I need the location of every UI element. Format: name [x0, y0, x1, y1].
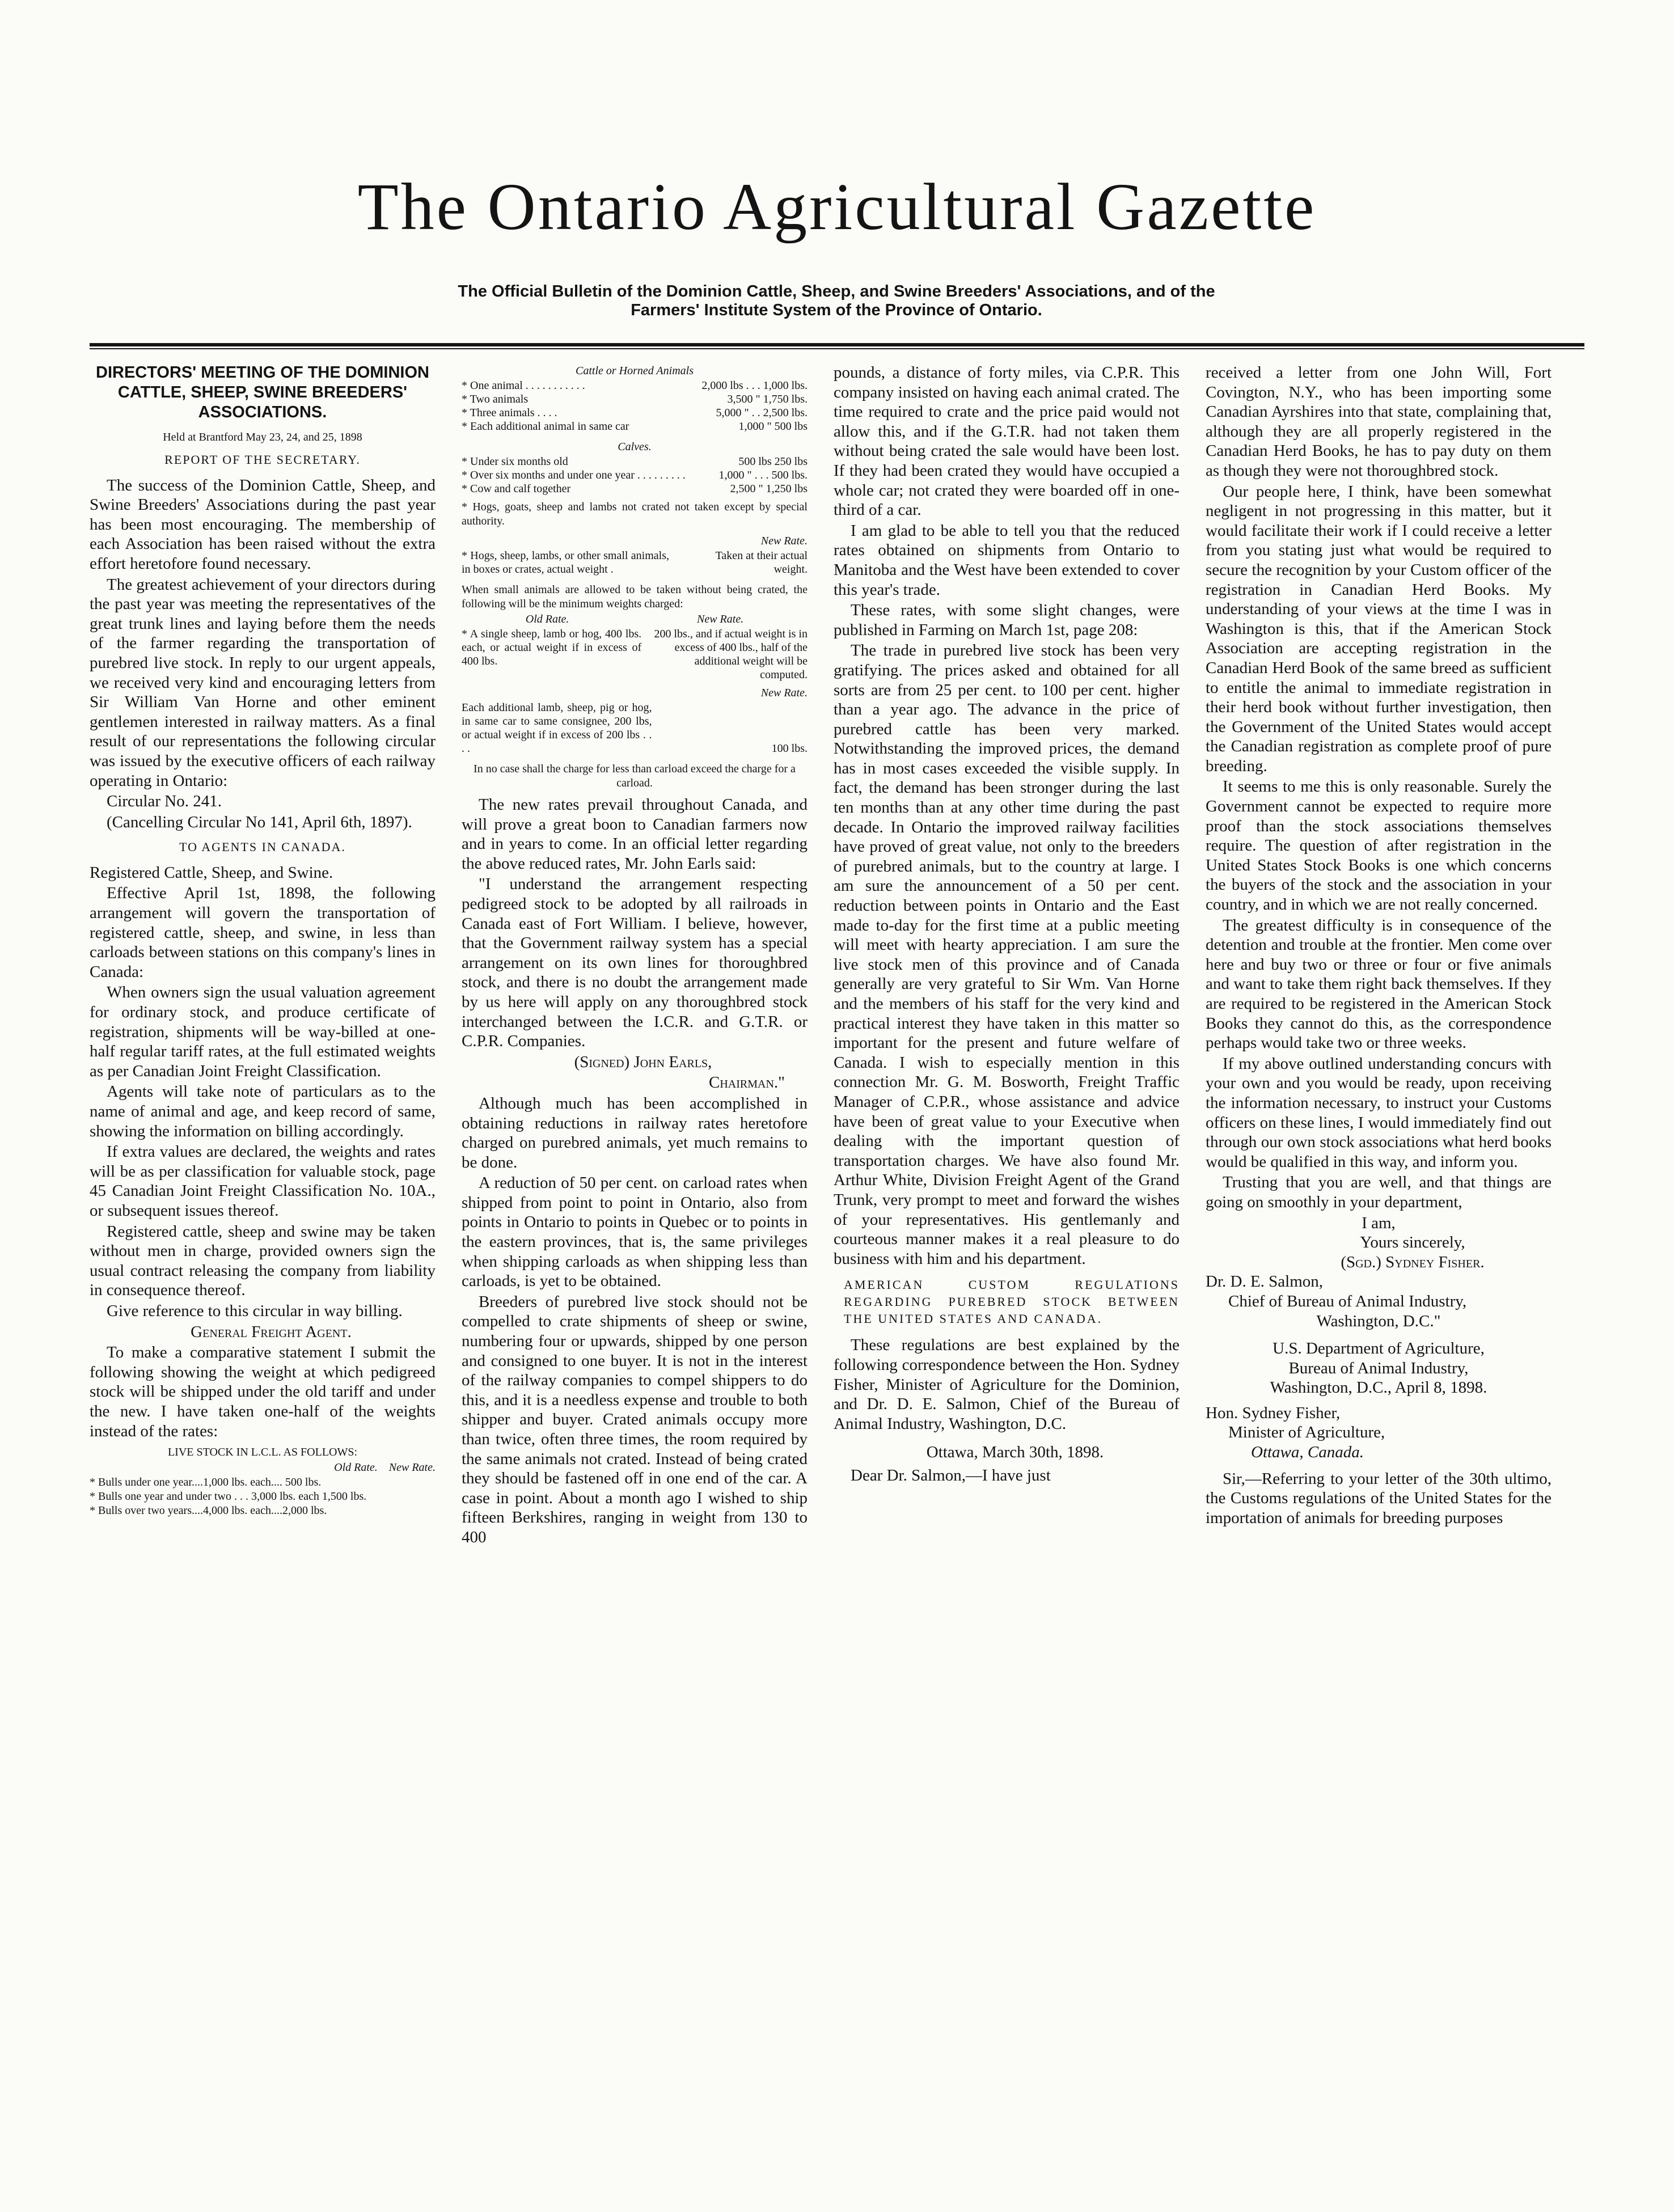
- table-row: [462, 379, 808, 392]
- row-value: 2,000 lbs . . . 1,000 lbs.: [701, 379, 808, 392]
- column-1: [90, 363, 436, 2177]
- paragraph: Our people here, I think, have been somewhat negligent in not progressing in this matter, but it would facilitate their work if I could receive a letter from you stating just what would be required to secure the recognition by your Custom officer of the registration in Canadian Herd Books. My understanding of your views at the time I was in Washington is this, that if the American Stock Association are accepting registration in the Canadian Herd Book of the same breed as sufficient to entitle the animal to immediate registration in their herd book without further investigation, then the Government of the United States would accept the Canadian registration as complete proof of pure breeding.: [1206, 482, 1552, 775]
- row-label: * Under six months old: [462, 455, 568, 468]
- row-value: 1,000 " . . . 500 lbs.: [718, 469, 808, 481]
- masthead-subtitle: [318, 282, 1355, 320]
- to-agents-heading: TO AGENTS IN CANADA.: [179, 840, 346, 855]
- report-subheading: REPORT OF THE SECRETARY.: [164, 452, 361, 467]
- recipient-line: Hon. Sydney Fisher,: [1206, 1403, 1341, 1422]
- row-label: * Hogs, sheep, lambs, or other small animals, in boxes or crates, actual weight .: [462, 549, 669, 576]
- quoted-letter: "I understand the arrangement respecting pedigreed stock to be adopted by all railroads in Canada east of Fort William. I believe, however, that the Government railway system has a special arrangement on its own lines for thoroughbred stock, and there is no doubt the arrangement made by us here will apply on any thoroughbred stock interchanged between the I.C.R. and G.T.R. or C.P.R. Companies.: [462, 875, 808, 1051]
- paragraph: If my above outlined understanding concurs with your own and you would be ready, upon receiving the information necessary, to instruct your Customs officers on these lines, I would immediately find out through our own stock associations what herd books would be qualified in this way, and inform you.: [1206, 1054, 1552, 1171]
- row-value: 3,500 " 1,750 lbs.: [727, 393, 808, 405]
- paragraph: The greatest difficulty is in consequence of the detention and trouble at the frontier. Men come over here and buy two or three or four or five animals and want to take them right back themselves. If they are required to be registered in the American Stock Books they cannot do this, as the correspondence perhaps would take two or three weeks.: [1206, 916, 1552, 1052]
- paragraph: When owners sign the usual valuation agreement for ordinary stock, and produce certificate of registration, shipments will be way-billed at one-half regular tariff rates, at the full estimated weights as per Canadian Joint Freight Classification.: [90, 983, 436, 1080]
- table-row: * Bulls under one year....1,000 lbs. each.... 500 lbs.: [90, 1476, 322, 1489]
- table-row: [462, 627, 808, 682]
- column-4: [1206, 363, 1552, 2177]
- sender-line: Washington, D.C., April 8, 1898.: [1270, 1378, 1487, 1397]
- table-row: [462, 549, 808, 576]
- paragraph: I am glad to be able to tell you that the reduced rates obtained on shipments from Ontario to Manitoba and the West have been extended to cover this year's trade.: [834, 521, 1180, 599]
- calves-table-heading: Calves.: [618, 441, 652, 453]
- registered-line: Registered Cattle, Sheep, and Swine.: [90, 863, 333, 882]
- signature: (Sgd.) Sydney Fisher.: [1341, 1253, 1485, 1271]
- paragraph: If extra values are declared, the weights and rates will be as per classification for valuable stock, page 45 Canadian Joint Freight Classification No. 10A., or subsequent issues thereof.: [90, 1143, 436, 1220]
- dateline: Ottawa, March 30th, 1898.: [926, 1443, 1104, 1462]
- row-value: 100 lbs.: [771, 742, 808, 755]
- new-rate-label: New Rate.: [760, 687, 808, 699]
- live-stock-table-columns: [90, 1460, 436, 1475]
- paragraph: Although much has been accomplished in obtaining reductions in railway rates heretofore charged on purebred animals, yet much remains to be done.: [462, 1094, 808, 1171]
- row-value: Taken at their actual weight.: [715, 549, 808, 576]
- paragraph: Give reference to this circular in way billing.: [107, 1301, 403, 1320]
- old-rate-column: Old Rate.: [334, 1461, 378, 1474]
- paragraph: A reduction of 50 per cent. on carload rates when shipped from point to point in Ontario, also from points in Ontario to points in Quebec or to points in the eastern provinces, that is, the same privileges when shipping carloads as when shipping less than carloads, is yet to be obtained.: [462, 1174, 808, 1291]
- row-value: 500 lbs 250 lbs: [738, 455, 808, 468]
- row-value: 1,000 " 500 lbs: [738, 420, 808, 433]
- when-small-note: When small animals are allowed to be taken without being crated, the following will be the minimum weights charged:: [462, 583, 808, 610]
- row-label: * Three animals . . . .: [462, 407, 557, 419]
- rate-columns: [462, 611, 808, 627]
- column-3: [834, 363, 1180, 2177]
- signature-gfa: General Freight Agent.: [191, 1322, 352, 1341]
- sender-line: Bureau of Animal Industry,: [1288, 1359, 1469, 1377]
- row-label: * A single sheep, lamb or hog, 400 lbs. each, or actual weight if in excess of 400 lbs.: [462, 628, 642, 667]
- paragraph: pounds, a distance of forty miles, via C.P.R. This company insisted on having each animal crated. The time required to crate and the price paid would not allow this, and if the G.T.R. had not taken them without being crated the sale would have been lost. If they had been crated they would have occupied a whole car; not crated they were boarded off in one-third of a car.: [834, 363, 1180, 519]
- table-row: [462, 468, 808, 482]
- recipient-line: Minister of Agriculture,: [1228, 1423, 1385, 1442]
- no-case-note: In no case shall the charge for less than carload exceed the charge for a carload.: [474, 763, 796, 789]
- signed-line: (Signed) John Earls,: [574, 1052, 712, 1071]
- addressee-line: Dr. D. E. Salmon,: [1206, 1272, 1324, 1291]
- hogs-note: * Hogs, goats, sheep and lambs not crated not taken except by special authority.: [462, 501, 808, 527]
- paragraph: Sir,—Referring to your letter of the 30th ultimo, the Customs regulations of the United States for the importation of animals for breeding purposes: [1206, 1469, 1552, 1527]
- paragraph: Registered cattle, sheep and swine may be taken without men in charge, provided owners sign the usual contract releasing the company from liability in consequence thereof.: [90, 1222, 436, 1300]
- masthead: [0, 170, 1674, 244]
- row-label: * Each additional animal in same car: [462, 420, 629, 433]
- paragraph: The greatest achievement of your directors during the past year was meeting the representatives of the great trunk lines and laying before them the needs of the farmer regarding the transportation of purebred live stock. In reply to our urgent appeals, we received very kind and encouraging letters from Sir William Van Horne and other eminent gentlemen interested in railway matters. As a final result of our representations the following circular was issued by the executive officers of each railway operating in Ontario:: [90, 575, 436, 790]
- table-row: [462, 392, 808, 406]
- masthead-rule-thick: [90, 343, 1584, 346]
- table-row: [462, 701, 808, 755]
- new-rate-label: New Rate.: [760, 535, 808, 547]
- new-rate-column: New Rate.: [388, 1461, 436, 1474]
- paragraph: These rates, with some slight changes, were published in Farming on March 1st, page 208:: [834, 601, 1180, 639]
- paragraph: Breeders of purebred live stock should not be compelled to crate shipments of sheep or swine, numbering four or upwards, shipped by one person and consigned to one buyer. It is not in the interest of the railway companies to compel shippers to do this, and it is a needless expense and trouble to both shipper and buyer. Crated animals occupy more than twice, often three times, the room required by the same animals not crated. Instead of being crated they should be fastened off in one end of the car. A case in point. About a month ago I wished to ship fifteen Berkshires, ranging in weight from 130 to 400: [462, 1292, 808, 1546]
- chairman-line: Chairman.": [709, 1073, 785, 1092]
- cancelling-line: (Cancelling Circular No 141, April 6th, 1897).: [107, 813, 412, 831]
- sender-line: U.S. Department of Agriculture,: [1273, 1339, 1485, 1358]
- newspaper-title: The Ontario Agricultural Gazette: [357, 170, 1317, 244]
- closing-i-am: I am,: [1362, 1213, 1396, 1232]
- paragraph: The trade in purebred live stock has been very gratifying. The prices asked and obtained for all sorts are from 25 per cent. to 100 per cent. higher than a year ago. The advance in the price of purebred cattle has been very marked. Notwithstanding the improved prices, the demand has in most cases exceeded the visible supply. In fact, the demand has been stronger during the last ten months than at any other time during the past decade. In Ontario the improved railway facilities have proved of great value, not only to the breeders of purebred animals, but to the country at large. I am sure the announcement of a 50 per cent. reduction between points in Ontario and the East made to-day for the first time at a public meeting will meet with hearty appreciation. I am sure the live stock men of this province and of Canada generally are very grateful to Sir Wm. Van Horne and the members of his staff for the very kind and practical interest they have taken in this matter so important for the present and future welfare of Canada. I wish to especially mention in this connection Mr. G. M. Bosworth, Freight Traffic Manager of C.P.R., whose assistance and advice have been of great value to your Executive when dealing with the important question of transportation charges. We have also found Mr. Arthur White, Division Freight Agent of the Grand Trunk, very prompt to meet and forward the wishes of your representatives. His gentlemanly and courteous manner makes it a real pleasure to do business with him and his department.: [834, 641, 1180, 1268]
- cattle-table-heading: Cattle or Horned Animals: [576, 365, 694, 377]
- paragraph: Trusting that you are well, and that things are going on smoothly in your department,: [1206, 1173, 1552, 1211]
- paragraph: These regulations are best explained by the following correspondence between the Hon. Sydney Fisher, Minister of Agriculture for the Dominion, and Dr. D. E. Salmon, Chief of the Bureau of Animal Industry, Washington, D.C.: [834, 1336, 1180, 1433]
- masthead-rule-thin: [90, 348, 1584, 349]
- table-row: [462, 420, 808, 433]
- addressee-line: Washington, D.C.": [1316, 1312, 1441, 1330]
- paragraph: Dear Dr. Salmon,—I have just: [851, 1466, 1051, 1484]
- table-row: [462, 406, 808, 420]
- old-rate-label: Old Rate.: [525, 613, 569, 625]
- paragraph: received a letter from one John Will, Fort Covington, N.Y., who has been importing some Canadian Ayrshires into that state, complaining that, although they are all properly registered in the Canadian Herd Books, he has to pay duty on them as though they were not thoroughbred stock.: [1206, 363, 1552, 480]
- recipient-line: Ottawa, Canada.: [1251, 1443, 1364, 1462]
- table-row: [462, 455, 808, 468]
- paragraph: The success of the Dominion Cattle, Sheep, and Swine Breeders' Associations during the past year has been most encouraging. The membership of each Association has been raised without the extra effort heretofore found necessary.: [90, 476, 436, 573]
- article-heading: AMERICAN CUSTOM REGULATIONS REGARDING PUREBRED STOCK BETWEEN THE UNITED STATES AND CANADA.: [844, 1278, 1180, 1326]
- meeting-held-line: Held at Brantford May 23, 24, and 25, 1898: [163, 431, 362, 443]
- column-2: [462, 363, 808, 2177]
- subtitle-line-1: The Official Bulletin of the Dominion Cattle, Sheep, and Swine Breeders' Associations, and of the: [458, 282, 1215, 301]
- subtitle-line-2: Farmers' Institute System of the Province of Ontario.: [631, 301, 1042, 319]
- paragraph: To make a comparative statement I submit the following showing the weight at which pedigreed stock will be shipped under the old tariff and under the new. I have taken one-half of the weights instead of the rates:: [90, 1343, 436, 1440]
- row-label: * Two animals: [462, 393, 529, 405]
- row-label: * Over six months and under one year . . . . . . . . .: [462, 469, 686, 481]
- table-row: * Bulls one year and under two . . . 3,000 lbs. each 1,500 lbs.: [90, 1490, 367, 1503]
- row-label: * Cow and calf together: [462, 483, 571, 495]
- row-label: * One animal . . . . . . . . . . .: [462, 379, 585, 392]
- row-value: 200 lbs., and if actual weight is in excess of 400 lbs., half of the additional weight will be computed.: [654, 628, 808, 681]
- paragraph: The new rates prevail throughout Canada, and will prove a great boon to Canadian farmers now and in years to come. In an official letter regarding the above reduced rates, Mr. John Earls said:: [462, 796, 808, 873]
- row-value: 5,000 " . . 2,500 lbs.: [716, 407, 808, 419]
- new-rate-label: New Rate.: [697, 613, 744, 625]
- article-heading: DIRECTORS' MEETING OF THE DOMINION CATTLE, SHEEP, SWINE BREEDERS' ASSOCIATIONS.: [96, 363, 429, 421]
- row-value: 2,500 " 1,250 lbs: [730, 483, 808, 495]
- live-stock-table-heading: LIVE STOCK IN L.C.L. AS FOLLOWS:: [167, 1446, 358, 1459]
- closing-yours: Yours sincerely,: [1360, 1233, 1465, 1252]
- table-row: * Bulls over two years....4,000 lbs. each....2,000 lbs.: [90, 1504, 327, 1517]
- paragraph: It seems to me this is only reasonable. Surely the Government cannot be expected to require more proof than the stock associations themselves require. The question of after registration in the United States Stock Books is one which concerns the buyers of the stock and the association in your country, and in which we are not really concerned.: [1206, 777, 1552, 914]
- paragraph: Agents will take note of particulars as to the name of animal and age, and keep record of same, showing the information on billing accordingly.: [90, 1082, 436, 1140]
- circular-number: Circular No. 241.: [107, 792, 222, 811]
- addressee-line: Chief of Bureau of Animal Industry,: [1228, 1292, 1467, 1310]
- paragraph: Effective April 1st, 1898, the following arrangement will govern the transportation of registered cattle, sheep, and swine, in less than carloads between stations on this company's lines in Canada:: [90, 884, 436, 981]
- table-row: [462, 482, 808, 496]
- row-label: Each additional lamb, sheep, pig or hog, in same car to same consignee, 200 lbs, or actual weight if in excess of 200 lbs . . . .: [462, 701, 652, 755]
